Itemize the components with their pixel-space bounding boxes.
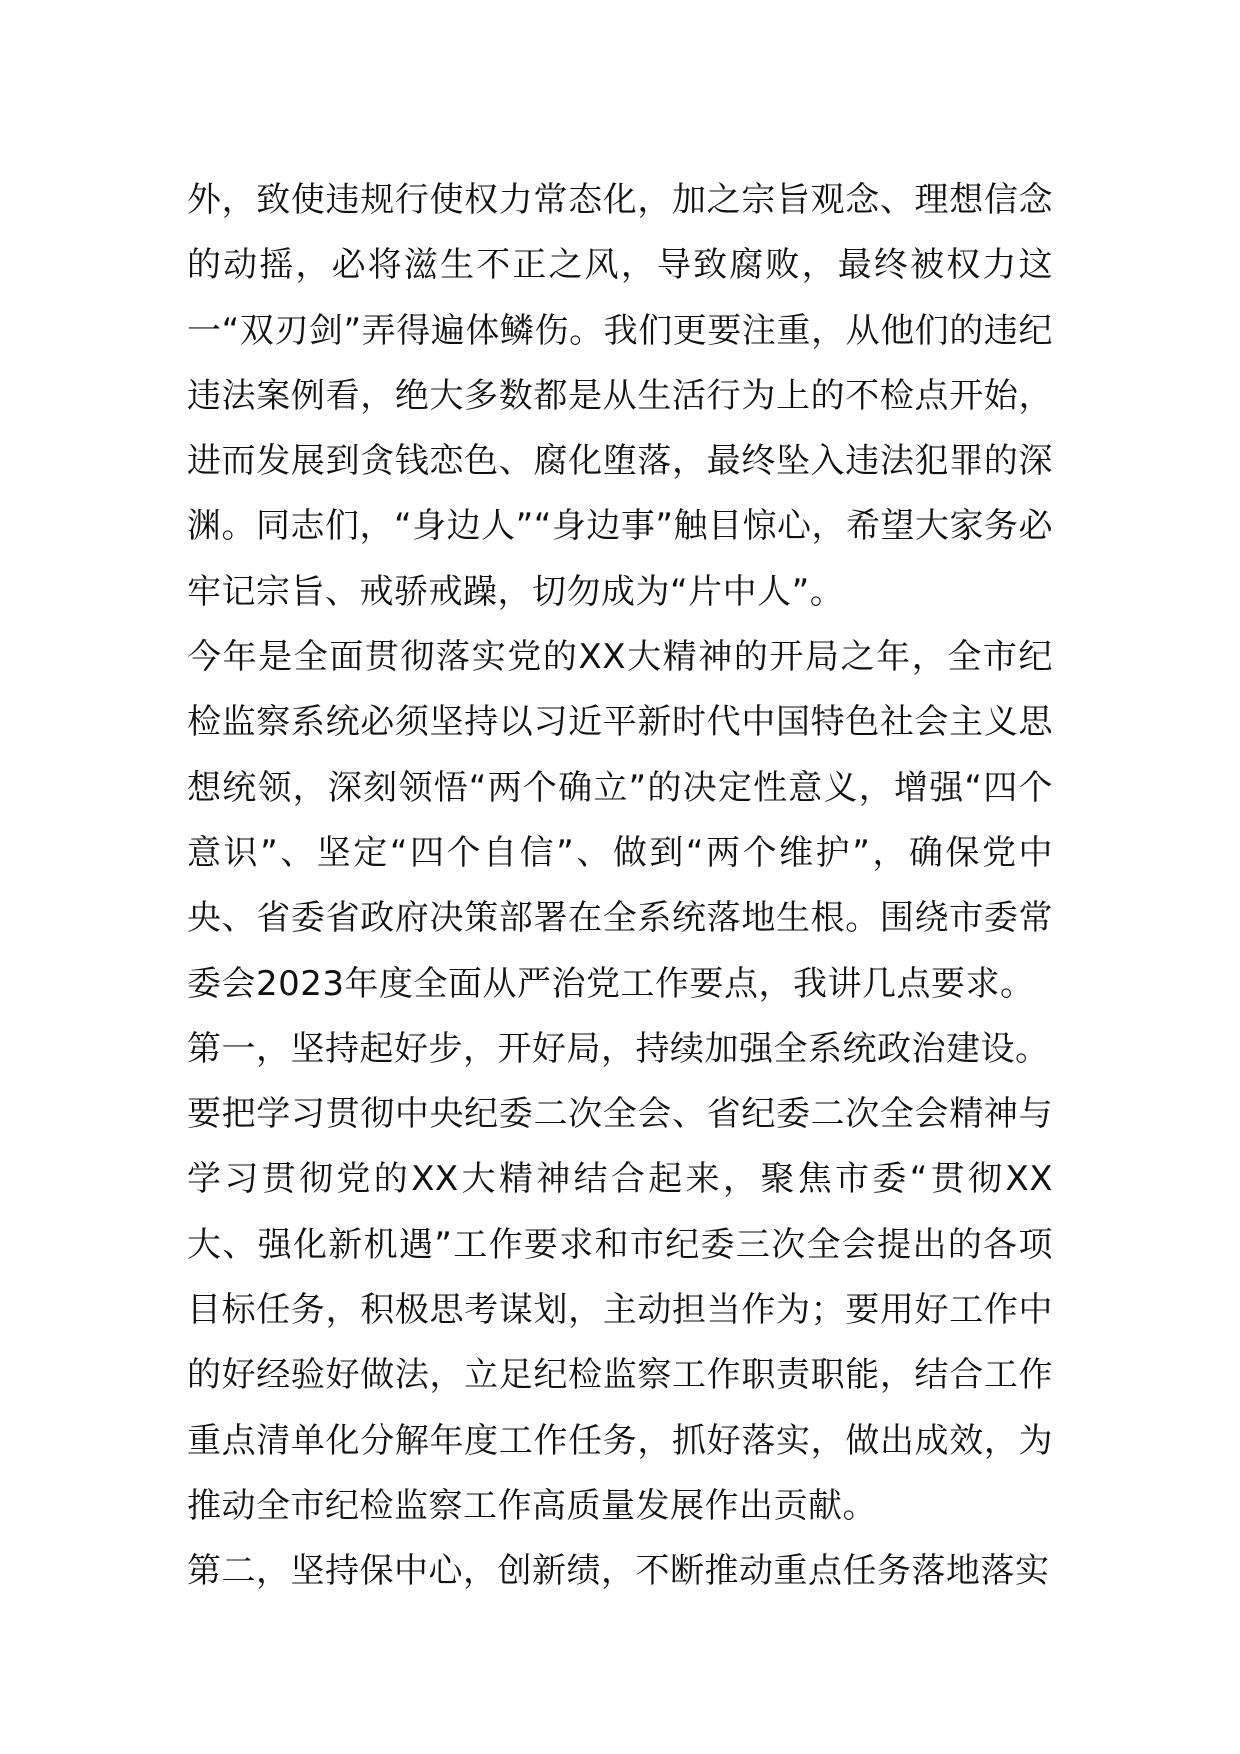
document-body (187, 168, 1053, 1605)
paragraph-5-heading: 第二，坚持保中心，创新绩，不断推动重点任务落地落实 (187, 1551, 1050, 1592)
paragraph-2: 今年是全面贯彻落实党的XX大精神的开局之年，全市纪检监察系统必须坚持以习近平新时代中国特色社会主义思想统领，深刻领悟“两个确立”的决定性意义，增强“四个意识”、坚定“四个自信”、做到“两个维护”，确保党中央、省委省政府决策部署在全系统落地生根。围绕市委常委会2023年度全面从严治党工作要点，我讲几点要求。 (187, 637, 1053, 1004)
paragraph-3-heading: 第一，坚持起好步，开好局，持续加强全系统政治建设。 (187, 1028, 1050, 1069)
paragraph-1: 外，致使违规行使权力常态化，加之宗旨观念、理想信念的动摇，必将滋生不正之风，导致腐败，最终被权力这一“双刃剑”弄得遍体鳞伤。我们更要注重，从他们的违纪违法案例看，绝大多数都是从生活行为上的不检点开始，进而发展到贪钱恋色、腐化堕落，最终坠入违法犯罪的深渊。同志们，“身边人”“身边事”触目惊心，希望大家务必牢记宗旨、戒骄戒躁，切勿成为“片中人”。 (187, 180, 1053, 612)
paragraph-4: 要把学习贯彻中央纪委二次全会、省纪委二次全会精神与学习贯彻党的XX大精神结合起来，聚焦市委“贯彻XX大、强化新机遇”工作要求和市纪委三次全会提出的各项目标任务，积极思考谋划，主动担当作为；要用好工作中的好经验好做法，立足纪检监察工作职责职能，结合工作重点清单化分解年度工作任务，抓好落实，做出成效，为推动全市纪检监察工作高质量发展作出贡献。 (187, 1094, 1053, 1526)
